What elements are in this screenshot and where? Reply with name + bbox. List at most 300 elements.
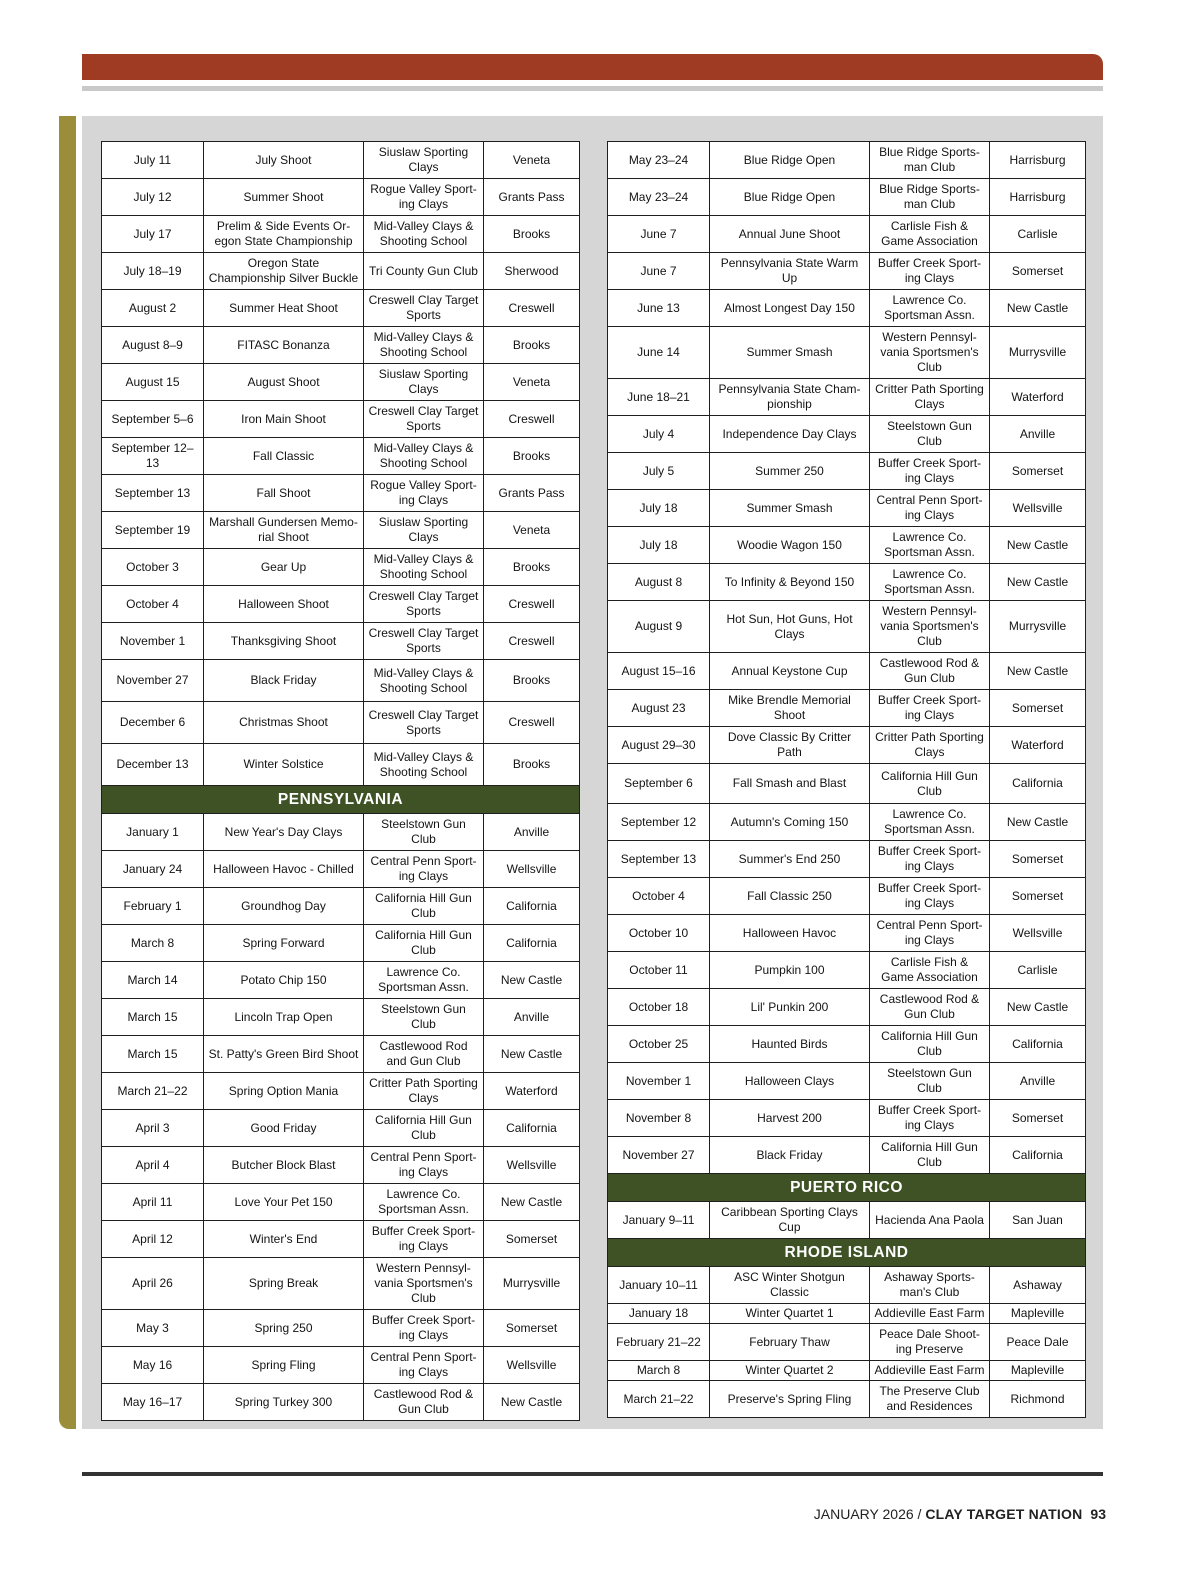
- club-name: California Hill Gun Club: [364, 888, 484, 925]
- table-row: [608, 952, 1086, 989]
- event-name: Preserve's Spring Fling: [710, 1381, 870, 1418]
- event-name: Prelim & Side Events Or-egon State Championship: [204, 216, 364, 253]
- city-name: Anville: [990, 1063, 1086, 1100]
- table-row: [102, 1073, 580, 1110]
- table-row: [102, 475, 580, 512]
- club-name: Mid-Valley Clays & Shooting School: [364, 438, 484, 475]
- table-row: [102, 327, 580, 364]
- city-name: Harrisburg: [990, 179, 1086, 216]
- club-name: Lawrence Co. Sportsman Assn.: [870, 290, 990, 327]
- table-row: [102, 1147, 580, 1184]
- event-date: June 14: [608, 327, 710, 379]
- event-date: June 13: [608, 290, 710, 327]
- club-name: Buffer Creek Sport-ing Clays: [870, 253, 990, 290]
- event-date: December 6: [102, 702, 204, 744]
- event-name: Halloween Havoc - Chilled: [204, 851, 364, 888]
- table-row: [608, 1100, 1086, 1137]
- table-row: [102, 702, 580, 744]
- event-date: November 27: [608, 1137, 710, 1174]
- table-row: [608, 1304, 1086, 1324]
- event-name: Annual June Shoot: [710, 216, 870, 253]
- event-date: September 13: [102, 475, 204, 512]
- event-name: Gear Up: [204, 549, 364, 586]
- event-date: July 18: [608, 490, 710, 527]
- table-row: [102, 660, 580, 702]
- table-row: [608, 327, 1086, 379]
- event-date: May 23–24: [608, 142, 710, 179]
- city-name: Creswell: [484, 702, 580, 744]
- event-name: Summer Shoot: [204, 179, 364, 216]
- city-name: Veneta: [484, 142, 580, 179]
- table-row: [102, 1310, 580, 1347]
- event-date: June 7: [608, 253, 710, 290]
- table-row: [102, 142, 580, 179]
- event-name: Haunted Birds: [710, 1026, 870, 1063]
- club-name: Central Penn Sport-ing Clays: [364, 851, 484, 888]
- side-accent-bar: [59, 116, 76, 1429]
- table-row: [102, 814, 580, 851]
- city-name: Peace Dale: [990, 1324, 1086, 1361]
- city-name: Veneta: [484, 512, 580, 549]
- table-row: [608, 1381, 1086, 1418]
- table-row: [608, 290, 1086, 327]
- event-date: June 7: [608, 216, 710, 253]
- table-row: [608, 1202, 1086, 1239]
- table-row: [608, 142, 1086, 179]
- club-name: Carlisle Fish & Game Association: [870, 216, 990, 253]
- club-name: Critter Path Sporting Clays: [870, 379, 990, 416]
- table-row: [102, 888, 580, 925]
- table-row: [608, 416, 1086, 453]
- event-date: July 17: [102, 216, 204, 253]
- city-name: Murrysville: [484, 1258, 580, 1310]
- footer-issue: JANUARY 2026 /: [813, 1506, 926, 1522]
- club-name: Steelstown Gun Club: [870, 416, 990, 453]
- city-name: California: [484, 1110, 580, 1147]
- city-name: Harrisburg: [990, 142, 1086, 179]
- city-name: Somerset: [990, 878, 1086, 915]
- table-row: [608, 804, 1086, 841]
- event-name: Oregon State Championship Silver Buckle: [204, 253, 364, 290]
- club-name: Buffer Creek Sport-ing Clays: [870, 1100, 990, 1137]
- city-name: New Castle: [484, 1384, 580, 1421]
- city-name: California: [484, 925, 580, 962]
- event-date: February 1: [102, 888, 204, 925]
- event-date: March 21–22: [608, 1381, 710, 1418]
- event-name: Summer 250: [710, 453, 870, 490]
- event-date: May 16: [102, 1347, 204, 1384]
- city-name: Richmond: [990, 1381, 1086, 1418]
- city-name: New Castle: [990, 989, 1086, 1026]
- city-name: New Castle: [990, 653, 1086, 690]
- event-date: August 15: [102, 364, 204, 401]
- event-date: July 5: [608, 453, 710, 490]
- table-row: [102, 1184, 580, 1221]
- club-name: Buffer Creek Sport-ing Clays: [364, 1310, 484, 1347]
- table-row: [608, 690, 1086, 727]
- table-row: [608, 179, 1086, 216]
- event-name: Groundhog Day: [204, 888, 364, 925]
- event-name: Iron Main Shoot: [204, 401, 364, 438]
- club-name: Critter Path Sporting Clays: [364, 1073, 484, 1110]
- event-date: August 15–16: [608, 653, 710, 690]
- club-name: Steelstown Gun Club: [364, 999, 484, 1036]
- footer-rule: [82, 1472, 1103, 1476]
- table-row: [608, 453, 1086, 490]
- city-name: Brooks: [484, 327, 580, 364]
- event-name: Halloween Clays: [710, 1063, 870, 1100]
- table-row: [608, 841, 1086, 878]
- table-row: [102, 549, 580, 586]
- event-name: Dove Classic By Critter Path: [710, 727, 870, 764]
- event-date: November 8: [608, 1100, 710, 1137]
- event-date: October 4: [608, 878, 710, 915]
- table-row: [102, 1036, 580, 1073]
- event-date: January 18: [608, 1304, 710, 1324]
- city-name: Grants Pass: [484, 179, 580, 216]
- city-name: New Castle: [990, 564, 1086, 601]
- table-row: [102, 851, 580, 888]
- club-name: Buffer Creek Sport-ing Clays: [870, 453, 990, 490]
- city-name: Waterford: [990, 727, 1086, 764]
- event-name: To Infinity & Beyond 150: [710, 564, 870, 601]
- club-name: Central Penn Sport-ing Clays: [364, 1147, 484, 1184]
- table-row: [608, 1026, 1086, 1063]
- event-date: July 12: [102, 179, 204, 216]
- table-row: [608, 653, 1086, 690]
- club-name: Lawrence Co. Sportsman Assn.: [364, 962, 484, 999]
- club-name: Western Pennsyl-vania Sportsmen's Club: [870, 601, 990, 653]
- table-row: [608, 216, 1086, 253]
- schedule-table-right: [607, 141, 1086, 1418]
- club-name: Creswell Clay Target Sports: [364, 401, 484, 438]
- event-name: Summer Smash: [710, 490, 870, 527]
- table-row: [102, 179, 580, 216]
- page-number: 93: [1090, 1506, 1106, 1522]
- table-row: [102, 216, 580, 253]
- state-header: RHODE ISLAND: [608, 1239, 1086, 1267]
- club-name: Mid-Valley Clays & Shooting School: [364, 549, 484, 586]
- table-row: [608, 1324, 1086, 1361]
- table-row: [102, 512, 580, 549]
- city-name: Creswell: [484, 401, 580, 438]
- club-name: Rogue Valley Sport-ing Clays: [364, 475, 484, 512]
- club-name: Buffer Creek Sport-ing Clays: [870, 841, 990, 878]
- city-name: Somerset: [990, 253, 1086, 290]
- event-name: Butcher Block Blast: [204, 1147, 364, 1184]
- table-row: [102, 1347, 580, 1384]
- club-name: Addieville East Farm: [870, 1361, 990, 1381]
- event-date: January 9–11: [608, 1202, 710, 1239]
- table-row: [608, 727, 1086, 764]
- event-name: Hot Sun, Hot Guns, Hot Clays: [710, 601, 870, 653]
- event-date: September 12: [608, 804, 710, 841]
- event-name: Fall Smash and Blast: [710, 764, 870, 804]
- city-name: Mapleville: [990, 1304, 1086, 1324]
- city-name: Veneta: [484, 364, 580, 401]
- event-date: March 8: [102, 925, 204, 962]
- event-name: Winter Solstice: [204, 744, 364, 786]
- club-name: Lawrence Co. Sportsman Assn.: [364, 1184, 484, 1221]
- club-name: Castlewood Rod & Gun Club: [364, 1384, 484, 1421]
- city-name: Wellsville: [484, 851, 580, 888]
- event-name: Spring 250: [204, 1310, 364, 1347]
- city-name: Somerset: [990, 690, 1086, 727]
- club-name: Rogue Valley Sport-ing Clays: [364, 179, 484, 216]
- city-name: Somerset: [990, 453, 1086, 490]
- event-date: May 16–17: [102, 1384, 204, 1421]
- club-name: Ashaway Sports-man's Club: [870, 1267, 990, 1304]
- event-name: Fall Classic 250: [710, 878, 870, 915]
- event-name: Winter Quartet 1: [710, 1304, 870, 1324]
- club-name: Western Pennsyl-vania Sportsmen's Club: [364, 1258, 484, 1310]
- table-row: [102, 623, 580, 660]
- club-name: Creswell Clay Target Sports: [364, 623, 484, 660]
- city-name: Waterford: [990, 379, 1086, 416]
- event-name: Lil' Punkin 200: [710, 989, 870, 1026]
- table-row: [608, 253, 1086, 290]
- city-name: California: [484, 888, 580, 925]
- city-name: Brooks: [484, 660, 580, 702]
- club-name: Castlewood Rod & Gun Club: [870, 653, 990, 690]
- footer-magazine-title: CLAY TARGET NATION: [925, 1506, 1083, 1522]
- event-name: Potato Chip 150: [204, 962, 364, 999]
- event-date: October 18: [608, 989, 710, 1026]
- table-row: [102, 290, 580, 327]
- city-name: New Castle: [990, 290, 1086, 327]
- club-name: California Hill Gun Club: [364, 1110, 484, 1147]
- table-row: [608, 1361, 1086, 1381]
- city-name: Brooks: [484, 438, 580, 475]
- event-name: Almost Longest Day 150: [710, 290, 870, 327]
- event-name: July Shoot: [204, 142, 364, 179]
- event-date: August 2: [102, 290, 204, 327]
- club-name: Siuslaw Sporting Clays: [364, 364, 484, 401]
- schedule-table-left-body: [102, 142, 580, 1421]
- city-name: Anville: [990, 416, 1086, 453]
- city-name: Brooks: [484, 216, 580, 253]
- city-name: Somerset: [484, 1221, 580, 1258]
- event-name: Black Friday: [710, 1137, 870, 1174]
- event-date: June 18–21: [608, 379, 710, 416]
- club-name: California Hill Gun Club: [870, 764, 990, 804]
- city-name: Somerset: [990, 1100, 1086, 1137]
- city-name: Murrysville: [990, 601, 1086, 653]
- event-name: Christmas Shoot: [204, 702, 364, 744]
- club-name: Creswell Clay Target Sports: [364, 702, 484, 744]
- club-name: Hacienda Ana Paola: [870, 1202, 990, 1239]
- club-name: Carlisle Fish & Game Association: [870, 952, 990, 989]
- club-name: Critter Path Sporting Clays: [870, 727, 990, 764]
- club-name: Castlewood Rod and Gun Club: [364, 1036, 484, 1073]
- event-date: September 13: [608, 841, 710, 878]
- club-name: Siuslaw Sporting Clays: [364, 142, 484, 179]
- table-row: [608, 915, 1086, 952]
- event-date: February 21–22: [608, 1324, 710, 1361]
- club-name: Addieville East Farm: [870, 1304, 990, 1324]
- city-name: Somerset: [990, 841, 1086, 878]
- city-name: Grants Pass: [484, 475, 580, 512]
- club-name: Central Penn Sport-ing Clays: [870, 490, 990, 527]
- city-name: California: [990, 1026, 1086, 1063]
- city-name: California: [990, 764, 1086, 804]
- event-date: April 12: [102, 1221, 204, 1258]
- city-name: Anville: [484, 814, 580, 851]
- event-name: FITASC Bonanza: [204, 327, 364, 364]
- city-name: Wellsville: [990, 915, 1086, 952]
- event-date: March 8: [608, 1361, 710, 1381]
- event-name: Lincoln Trap Open: [204, 999, 364, 1036]
- event-date: April 11: [102, 1184, 204, 1221]
- table-row: [102, 999, 580, 1036]
- city-name: Brooks: [484, 549, 580, 586]
- event-date: October 25: [608, 1026, 710, 1063]
- club-name: Steelstown Gun Club: [870, 1063, 990, 1100]
- city-name: Mapleville: [990, 1361, 1086, 1381]
- schedule-table-right-body: [608, 142, 1086, 1418]
- event-name: Spring Break: [204, 1258, 364, 1310]
- state-header-row: [102, 786, 580, 814]
- club-name: Blue Ridge Sports-man Club: [870, 179, 990, 216]
- event-date: April 26: [102, 1258, 204, 1310]
- city-name: Wellsville: [990, 490, 1086, 527]
- event-name: Summer's End 250: [710, 841, 870, 878]
- event-date: December 13: [102, 744, 204, 786]
- event-date: January 1: [102, 814, 204, 851]
- event-name: Fall Classic: [204, 438, 364, 475]
- event-name: Spring Option Mania: [204, 1073, 364, 1110]
- table-row: [608, 1267, 1086, 1304]
- state-header-row: [608, 1174, 1086, 1202]
- club-name: Lawrence Co. Sportsman Assn.: [870, 564, 990, 601]
- table-row: [102, 438, 580, 475]
- city-name: Ashaway: [990, 1267, 1086, 1304]
- table-row: [608, 764, 1086, 804]
- event-name: Spring Turkey 300: [204, 1384, 364, 1421]
- city-name: Creswell: [484, 290, 580, 327]
- event-date: March 21–22: [102, 1073, 204, 1110]
- city-name: Wellsville: [484, 1347, 580, 1384]
- club-name: Blue Ridge Sports-man Club: [870, 142, 990, 179]
- club-name: California Hill Gun Club: [364, 925, 484, 962]
- event-name: Black Friday: [204, 660, 364, 702]
- event-date: May 23–24: [608, 179, 710, 216]
- city-name: Carlisle: [990, 216, 1086, 253]
- club-name: Creswell Clay Target Sports: [364, 586, 484, 623]
- city-name: Creswell: [484, 623, 580, 660]
- club-name: Western Pennsyl-vania Sportsmen's Club: [870, 327, 990, 379]
- event-name: Halloween Havoc: [710, 915, 870, 952]
- event-date: July 18: [608, 527, 710, 564]
- club-name: California Hill Gun Club: [870, 1026, 990, 1063]
- event-date: September 12–13: [102, 438, 204, 475]
- city-name: Somerset: [484, 1310, 580, 1347]
- state-header: PENNSYLVANIA: [102, 786, 580, 814]
- event-date: August 23: [608, 690, 710, 727]
- event-name: Winter's End: [204, 1221, 364, 1258]
- header-rule: [82, 86, 1103, 91]
- city-name: Waterford: [484, 1073, 580, 1110]
- event-date: August 8: [608, 564, 710, 601]
- event-name: Pumpkin 100: [710, 952, 870, 989]
- event-name: Love Your Pet 150: [204, 1184, 364, 1221]
- event-name: Good Friday: [204, 1110, 364, 1147]
- event-date: October 3: [102, 549, 204, 586]
- page-footer: [814, 1506, 1106, 1522]
- city-name: New Castle: [484, 962, 580, 999]
- club-name: Buffer Creek Sport-ing Clays: [364, 1221, 484, 1258]
- event-date: January 10–11: [608, 1267, 710, 1304]
- event-name: Winter Quartet 2: [710, 1361, 870, 1381]
- event-date: April 3: [102, 1110, 204, 1147]
- event-date: March 15: [102, 1036, 204, 1073]
- event-name: Spring Fling: [204, 1347, 364, 1384]
- city-name: Wellsville: [484, 1147, 580, 1184]
- event-date: September 19: [102, 512, 204, 549]
- table-row: [102, 253, 580, 290]
- city-name: Murrysville: [990, 327, 1086, 379]
- event-date: March 14: [102, 962, 204, 999]
- city-name: California: [990, 1137, 1086, 1174]
- event-name: Blue Ridge Open: [710, 142, 870, 179]
- club-name: Creswell Clay Target Sports: [364, 290, 484, 327]
- event-name: Independence Day Clays: [710, 416, 870, 453]
- table-row: [102, 586, 580, 623]
- event-date: August 8–9: [102, 327, 204, 364]
- club-name: Lawrence Co. Sportsman Assn.: [870, 527, 990, 564]
- event-name: Annual Keystone Cup: [710, 653, 870, 690]
- table-row: [102, 1110, 580, 1147]
- event-date: September 5–6: [102, 401, 204, 438]
- table-row: [608, 527, 1086, 564]
- club-name: Lawrence Co. Sportsman Assn.: [870, 804, 990, 841]
- event-name: Caribbean Sporting Clays Cup: [710, 1202, 870, 1239]
- city-name: New Castle: [990, 527, 1086, 564]
- event-name: Summer Smash: [710, 327, 870, 379]
- event-name: August Shoot: [204, 364, 364, 401]
- event-name: New Year's Day Clays: [204, 814, 364, 851]
- event-date: October 11: [608, 952, 710, 989]
- club-name: Central Penn Sport-ing Clays: [364, 1347, 484, 1384]
- table-row: [608, 1137, 1086, 1174]
- event-name: Pennsylvania State Cham-pionship: [710, 379, 870, 416]
- club-name: Central Penn Sport-ing Clays: [870, 915, 990, 952]
- club-name: Peace Dale Shoot-ing Preserve: [870, 1324, 990, 1361]
- table-row: [608, 379, 1086, 416]
- event-date: November 27: [102, 660, 204, 702]
- event-date: March 15: [102, 999, 204, 1036]
- city-name: Creswell: [484, 586, 580, 623]
- table-row: [608, 490, 1086, 527]
- table-row: [102, 1258, 580, 1310]
- event-date: January 24: [102, 851, 204, 888]
- event-date: October 4: [102, 586, 204, 623]
- event-date: September 6: [608, 764, 710, 804]
- event-name: Fall Shoot: [204, 475, 364, 512]
- club-name: Mid-Valley Clays & Shooting School: [364, 216, 484, 253]
- city-name: New Castle: [484, 1184, 580, 1221]
- club-name: Siuslaw Sporting Clays: [364, 512, 484, 549]
- event-date: August 29–30: [608, 727, 710, 764]
- club-name: California Hill Gun Club: [870, 1137, 990, 1174]
- table-row: [102, 364, 580, 401]
- event-date: October 10: [608, 915, 710, 952]
- state-header: PUERTO RICO: [608, 1174, 1086, 1202]
- club-name: Steelstown Gun Club: [364, 814, 484, 851]
- event-name: Summer Heat Shoot: [204, 290, 364, 327]
- table-row: [102, 1384, 580, 1421]
- table-row: [102, 744, 580, 786]
